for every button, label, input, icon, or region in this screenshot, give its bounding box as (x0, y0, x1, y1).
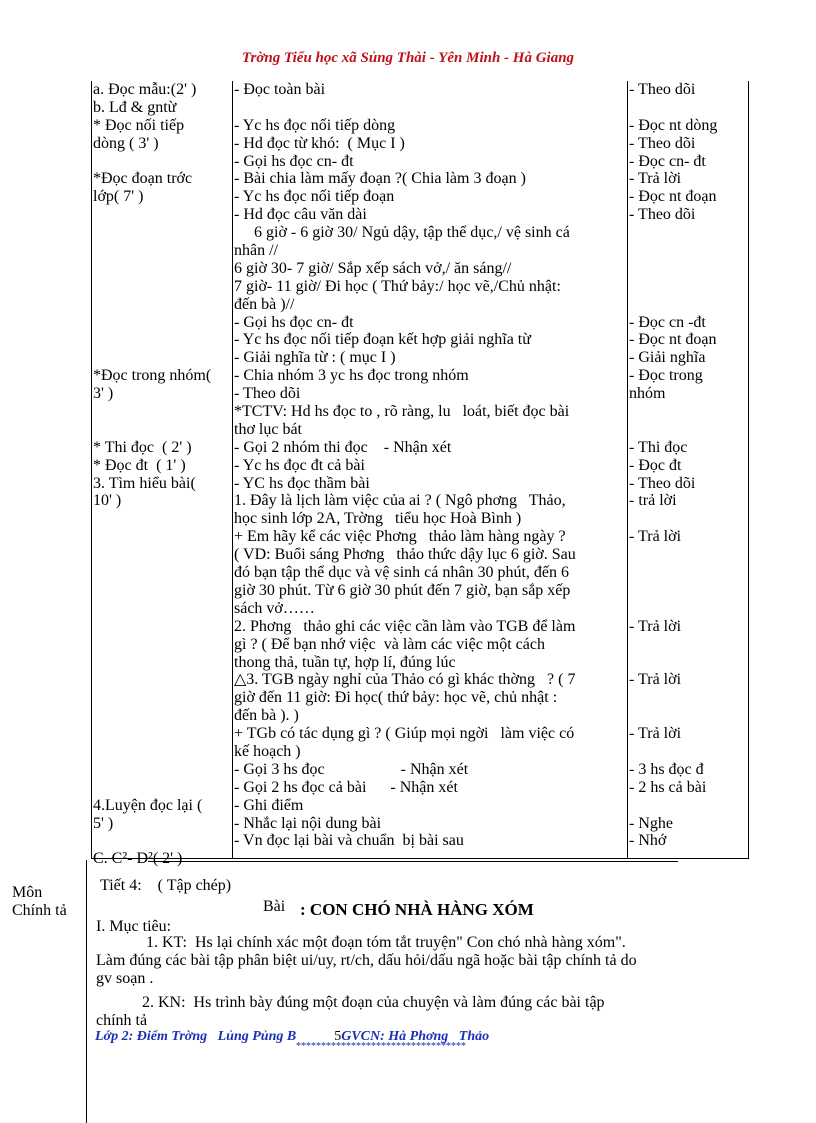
teacher-line: - Nhắc lại nội dung bài (234, 814, 382, 832)
activity-line (93, 779, 241, 797)
column-student (629, 81, 749, 850)
activity-line: *Đọc trong nhóm( (93, 367, 212, 385)
activity-line (93, 636, 241, 654)
teacher-line: - Đọc toàn bài (234, 81, 326, 98)
teacher-line: - Gọi 2 nhóm thi đọc - Nhận xét (234, 438, 452, 456)
teacher-line: - Ghi điểm (234, 796, 304, 814)
activity-line (93, 600, 241, 618)
column-activity (93, 81, 241, 886)
student-line (629, 296, 749, 314)
activity-line: 3' ) (93, 385, 114, 403)
teacher-line: *TCTV: Hd hs đọc to , rõ ràng, lu loát, biết đọc bài (234, 403, 570, 421)
student-line: nhóm (629, 385, 666, 403)
student-line: - Đọc cn -đt (629, 313, 706, 331)
teacher-line: ( VD: Buổi sáng Phơng thảo thức dậy lục 6 giờ. Sau (234, 546, 576, 564)
objective-kn-2: chính tả (96, 1012, 148, 1029)
activity-line (93, 725, 241, 743)
footer-stars: ********************************** (296, 1041, 466, 1052)
activity-line (93, 314, 241, 332)
teacher-line: đó bạn tập thể dục và vệ sinh cá nhân 30 phút, đến 6 (234, 564, 570, 582)
student-line: - Nghe (629, 814, 673, 832)
activity-line: * Đọc đt ( 1' ) (93, 456, 186, 474)
student-line (629, 278, 749, 296)
teacher-line: - Gọi 2 hs đọc cả bài - Nhận xét (234, 778, 458, 796)
student-line (629, 510, 749, 528)
activity-line (93, 743, 241, 761)
teacher-line: - Gọi 3 hs đọc - Nhận xét (234, 760, 469, 778)
student-line (629, 689, 749, 707)
subject-label: Môn (12, 884, 43, 901)
activity-line (93, 832, 241, 850)
activity-line (93, 618, 241, 636)
teacher-line: + Em hãy kể các việc Phơng thảo làm hàng ngày ? (234, 528, 566, 546)
student-line: - Giải nghĩa (629, 349, 706, 367)
student-line (629, 654, 749, 672)
activity-line: 4.Luyện đọc lại ( (93, 796, 203, 814)
activity-line: 3. Tìm hiểu bài( (93, 474, 196, 492)
student-line: - Trả lời (629, 671, 682, 689)
student-line (629, 600, 749, 618)
activity-line (93, 564, 241, 582)
student-line: - Trả lời (629, 617, 682, 635)
student-line (629, 582, 749, 600)
teacher-line: nhân // (234, 242, 278, 260)
student-line: - trả lời (629, 492, 677, 510)
activity-line (93, 224, 241, 242)
student-line: - Trả lời (629, 528, 682, 546)
teacher-line: 6 giờ 30- 7 giờ/ Sắp xếp sách vở,/ ăn sáng// (234, 259, 512, 277)
student-line (629, 743, 749, 761)
objective-kt-2: Làm đúng các bài tập phân biệt ui/uy, rt/ch, dấu hỏi/dấu ngã hoặc bài tập chính tả do (96, 952, 637, 969)
teacher-line (234, 99, 632, 117)
student-line (629, 403, 749, 421)
student-line (629, 421, 749, 439)
activity-line: a. Đọc mẫu:(2' ) (93, 81, 197, 98)
student-line (629, 260, 749, 278)
teacher-line: - Gọi hs đọc cn- đt (234, 313, 354, 331)
subject-name: Chính tả (12, 902, 67, 919)
student-line: - Đọc nt đoạn (629, 331, 717, 349)
activity-line (93, 296, 241, 314)
separator-line (148, 861, 678, 862)
teacher-line: kế hoạch ) (234, 742, 301, 760)
teacher-line: sách vở…… (234, 599, 315, 617)
activity-line: lớp( 7' ) (93, 188, 144, 206)
lesson-title-text: CON CHÓ NHÀ HÀNG XÓM (309, 900, 534, 919)
teacher-line: 1. Đây là lịch làm việc của ai ? ( Ngô phơng Thảo, (234, 492, 566, 510)
activity-line (93, 510, 241, 528)
student-line (629, 224, 749, 242)
teacher-line: △3. TGB ngày nghỉ của Thảo có gì khác thờng ? ( 7 (234, 671, 576, 689)
teacher-line: gì ? ( Để bạn nhớ việc và làm các việc một cách (234, 635, 545, 653)
teacher-line: giờ 30 phút. Từ 6 giờ 30 phút đến 7 giờ, bạn sắp xếp (234, 581, 571, 599)
student-line (629, 636, 749, 654)
activity-line: * Đọc nối tiếp (93, 116, 185, 134)
school-header: Trờng Tiểu học xã Sủng Thài - Yên Minh - Hà Giang (241, 50, 575, 66)
lesson-section (0, 876, 816, 1029)
activity-line (93, 242, 241, 260)
student-line: - Đọc nt dòng (629, 116, 718, 134)
teacher-line: - Gọi hs đọc cn- đt (234, 152, 354, 170)
teacher-line: 6 giờ - 6 giờ 30/ Ngủ dậy, tập thể dục,/ vệ sinh cá (234, 224, 570, 242)
period-label: Tiết 4: ( Tập chép) (100, 877, 232, 894)
student-line: - 2 hs cả bài (629, 778, 707, 796)
teacher-line: giờ đến 11 giờ: Đi học( thứ bảy: học vẽ, chủ nhật : (234, 689, 558, 707)
teacher-line: + TGb có tác dụng gì ? ( Giúp mọi ngời làm việc có (234, 725, 575, 743)
teacher-line: - Yc hs đọc nối tiếp dòng (234, 116, 396, 134)
lesson-title: : CON CHÓ NHÀ HÀNG XÓM (300, 900, 534, 919)
student-line: - Đọc đt (629, 456, 682, 474)
student-line: - Thi đọc (629, 438, 688, 456)
teacher-line: - Hd đọc từ khó: ( Mục I ) (234, 134, 405, 152)
teacher-line: - Yc hs đọc nối tiếp đoạn kết hợp giải nghĩa từ (234, 331, 531, 349)
student-line (629, 797, 749, 815)
activity-line (93, 546, 241, 564)
activity-line: 10' ) (93, 492, 122, 510)
student-line: - Theo dõi (629, 206, 696, 224)
student-line (629, 564, 749, 582)
activity-line (93, 153, 241, 171)
student-line: - 3 hs đọc đ (629, 760, 704, 778)
teacher-line: - Yc hs đọc nối tiếp đoạn (234, 188, 395, 206)
activity-line (93, 707, 241, 725)
activity-line: * Thi đọc ( 2' ) (93, 438, 192, 456)
student-line: - Theo dõi (629, 474, 696, 492)
activity-line (93, 331, 241, 349)
teacher-line: - YC hs đọc thầm bài (234, 474, 370, 492)
activity-line: b. Lđ & gntừ (93, 98, 177, 116)
footer-teacher: GVCN: Hà Phơng Thảo (341, 1029, 490, 1044)
student-line: - Đọc trong (629, 367, 703, 385)
activity-line: C. C²- D²( 2' ) (93, 850, 183, 868)
student-line (629, 99, 749, 117)
objective-kn: 2. KN: Hs trình bày đúng một đoạn của chuyện và làm đúng các bài tập (142, 994, 605, 1011)
teacher-line: - Chia nhóm 3 yc hs đọc trong nhóm (234, 367, 469, 385)
column-teacher (234, 81, 632, 850)
teacher-line: 2. Phơng thảo ghi các việc cần làm vào TGB để làm (234, 617, 576, 635)
teacher-line: thong thả, tuần tự, hợp lí, đúng lúc (234, 653, 456, 671)
teacher-line: - Giải nghĩa từ : ( mục I ) (234, 349, 396, 367)
activity-line (93, 689, 241, 707)
activity-line (93, 671, 241, 689)
teacher-line: học sinh lớp 2A, Trờng tiểu học Hoà Bình ) (234, 510, 522, 528)
lesson-plan-table (91, 81, 749, 868)
activity-line: 5' ) (93, 814, 114, 832)
activity-line (93, 260, 241, 278)
footer-class: Lớp 2: Điểm Trờng Lủng Pủng B (95, 1029, 297, 1044)
student-line: - Theo dõi (629, 81, 696, 98)
activity-line (93, 761, 241, 779)
activity-line (93, 403, 241, 421)
activity-line (93, 206, 241, 224)
teacher-line: thơ lục bát (234, 420, 302, 438)
teacher-line: - Yc hs đọc đt cả bài (234, 456, 365, 474)
bai-label: Bài (263, 898, 286, 915)
student-line (629, 242, 749, 260)
activity-line (93, 349, 241, 367)
objective-kt-3: gv soạn . (96, 970, 154, 987)
student-line: - Đọc cn- đt (629, 152, 706, 170)
student-line: - Nhớ (629, 832, 667, 850)
page-number: 5 (334, 1029, 342, 1044)
activity-line (93, 421, 241, 439)
activity-line: dòng ( 3' ) (93, 134, 159, 152)
student-line: - Theo dõi (629, 134, 696, 152)
student-line (629, 707, 749, 725)
activity-line (93, 528, 241, 546)
teacher-line: - Theo dõi (234, 385, 301, 403)
objective-kt: 1. KT: Hs lại chính xác một đoạn tóm tắt truyện" Con chó nhà hàng xóm". (146, 934, 626, 951)
teacher-line: 7 giờ- 11 giờ/ Đi học ( Thứ bảy:/ học vẽ,/Chủ nhật: (234, 277, 561, 295)
activity-line (93, 654, 241, 672)
activity-line (93, 582, 241, 600)
teacher-line: đến bà ). ) (234, 707, 299, 725)
teacher-line: - Bài chia làm mấy đoạn ?( Chia làm 3 đoạn ) (234, 170, 526, 188)
teacher-line: - Vn đọc lại bài và chuẩn bị bài sau (234, 832, 464, 850)
teacher-line: đến bà )// (234, 295, 295, 313)
activity-line: *Đọc đoạn trớc (93, 170, 193, 188)
objectives-heading: I. Mục tiêu: (96, 918, 172, 935)
student-line (629, 546, 749, 564)
student-line: - Đọc nt đoạn (629, 188, 717, 206)
activity-line (93, 278, 241, 296)
teacher-line: - Hd đọc câu văn dài (234, 206, 367, 224)
student-line: - Trả lời (629, 725, 682, 743)
student-line: - Trả lời (629, 170, 682, 188)
table-border-left (91, 81, 92, 859)
